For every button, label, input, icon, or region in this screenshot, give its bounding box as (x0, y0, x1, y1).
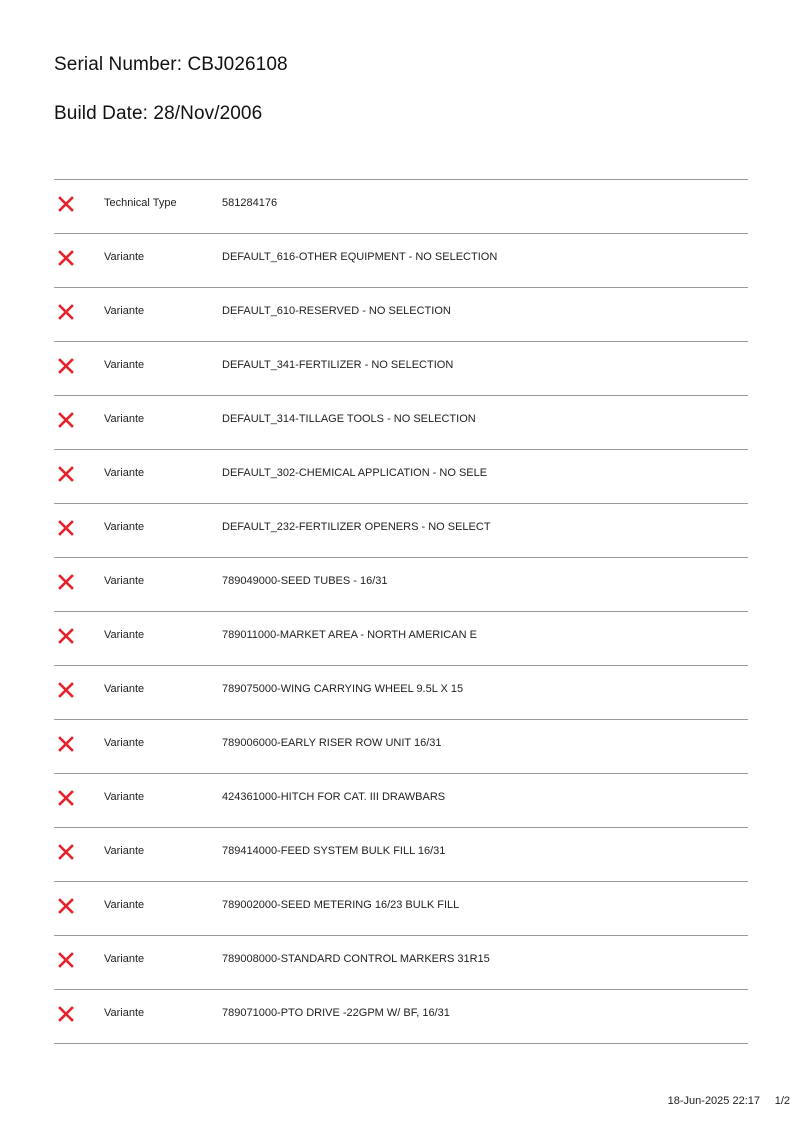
table-row (54, 612, 748, 666)
row-label: Variante (104, 251, 145, 263)
row-label: Variante (104, 467, 145, 479)
cross-icon (58, 628, 74, 644)
row-label: Variante (104, 953, 145, 965)
row-value: DEFAULT_302-CHEMICAL APPLICATION - NO SELE (222, 467, 488, 479)
row-label: Variante (104, 575, 145, 587)
cross-icon (58, 574, 74, 590)
table-row (54, 720, 748, 774)
spec-table (54, 179, 748, 1044)
row-value: 424361000-HITCH FOR CAT. III DRAWBARS (222, 791, 446, 803)
footer-timestamp: 18-Jun-2025 22:17 (667, 1095, 760, 1107)
table-row (54, 666, 748, 720)
table-row (54, 558, 748, 612)
table-row (54, 342, 748, 396)
row-label: Variante (104, 413, 145, 425)
row-label: Variante (104, 305, 145, 317)
row-label: Variante (104, 1007, 145, 1019)
row-value: 789049000-SEED TUBES - 16/31 (222, 575, 388, 587)
build-date-heading: Build Date: 28/Nov/2006 (54, 103, 263, 124)
row-label: Technical Type (104, 197, 177, 209)
table-row (54, 234, 748, 288)
table-row (54, 882, 748, 936)
cross-icon (58, 736, 74, 752)
table-row (54, 180, 748, 234)
table-row (54, 936, 748, 990)
cross-icon (58, 790, 74, 806)
cross-icon (58, 520, 74, 536)
row-value: 789071000-PTO DRIVE -22GPM W/ BF, 16/31 (222, 1007, 450, 1019)
row-label: Variante (104, 629, 145, 641)
row-value: 581284176 (222, 197, 278, 209)
table-row (54, 504, 748, 558)
row-value: 789414000-FEED SYSTEM BULK FILL 16/31 (222, 845, 446, 857)
table-row (54, 450, 748, 504)
serial-number-heading: Serial Number: CBJ026108 (54, 54, 288, 75)
row-value: 789011000-MARKET AREA - NORTH AMERICAN E (222, 629, 477, 641)
table-row (54, 396, 748, 450)
cross-icon (58, 250, 74, 266)
cross-icon (58, 196, 74, 212)
row-value: 789008000-STANDARD CONTROL MARKERS 31R15 (222, 953, 490, 965)
row-label: Variante (104, 899, 145, 911)
row-value: DEFAULT_232-FERTILIZER OPENERS - NO SELECT (222, 521, 491, 533)
row-label: Variante (104, 521, 145, 533)
cross-icon (58, 952, 74, 968)
table-row (54, 288, 748, 342)
row-value: DEFAULT_314-TILLAGE TOOLS - NO SELECTION (222, 413, 476, 425)
cross-icon (58, 412, 74, 428)
row-value: 789075000-WING CARRYING WHEEL 9.5L X 15 (222, 683, 464, 695)
footer-page-number: 1/2 (774, 1095, 790, 1107)
row-label: Variante (104, 845, 145, 857)
cross-icon (58, 898, 74, 914)
row-label: Variante (104, 791, 145, 803)
table-row (54, 828, 748, 882)
cross-icon (58, 1006, 74, 1022)
cross-icon (58, 358, 74, 374)
cross-icon (58, 466, 74, 482)
row-label: Variante (104, 683, 145, 695)
table-row (54, 774, 748, 828)
row-value: DEFAULT_341-FERTILIZER - NO SELECTION (222, 359, 454, 371)
row-value: DEFAULT_616-OTHER EQUIPMENT - NO SELECTION (222, 251, 498, 263)
cross-icon (58, 682, 74, 698)
row-value: DEFAULT_610-RESERVED - NO SELECTION (222, 305, 451, 317)
cross-icon (58, 844, 74, 860)
row-label: Variante (104, 359, 145, 371)
row-value: 789002000-SEED METERING 16/23 BULK FILL (222, 899, 460, 911)
row-value: 789006000-EARLY RISER ROW UNIT 16/31 (222, 737, 442, 749)
row-label: Variante (104, 737, 145, 749)
table-row (54, 990, 748, 1044)
cross-icon (58, 304, 74, 320)
